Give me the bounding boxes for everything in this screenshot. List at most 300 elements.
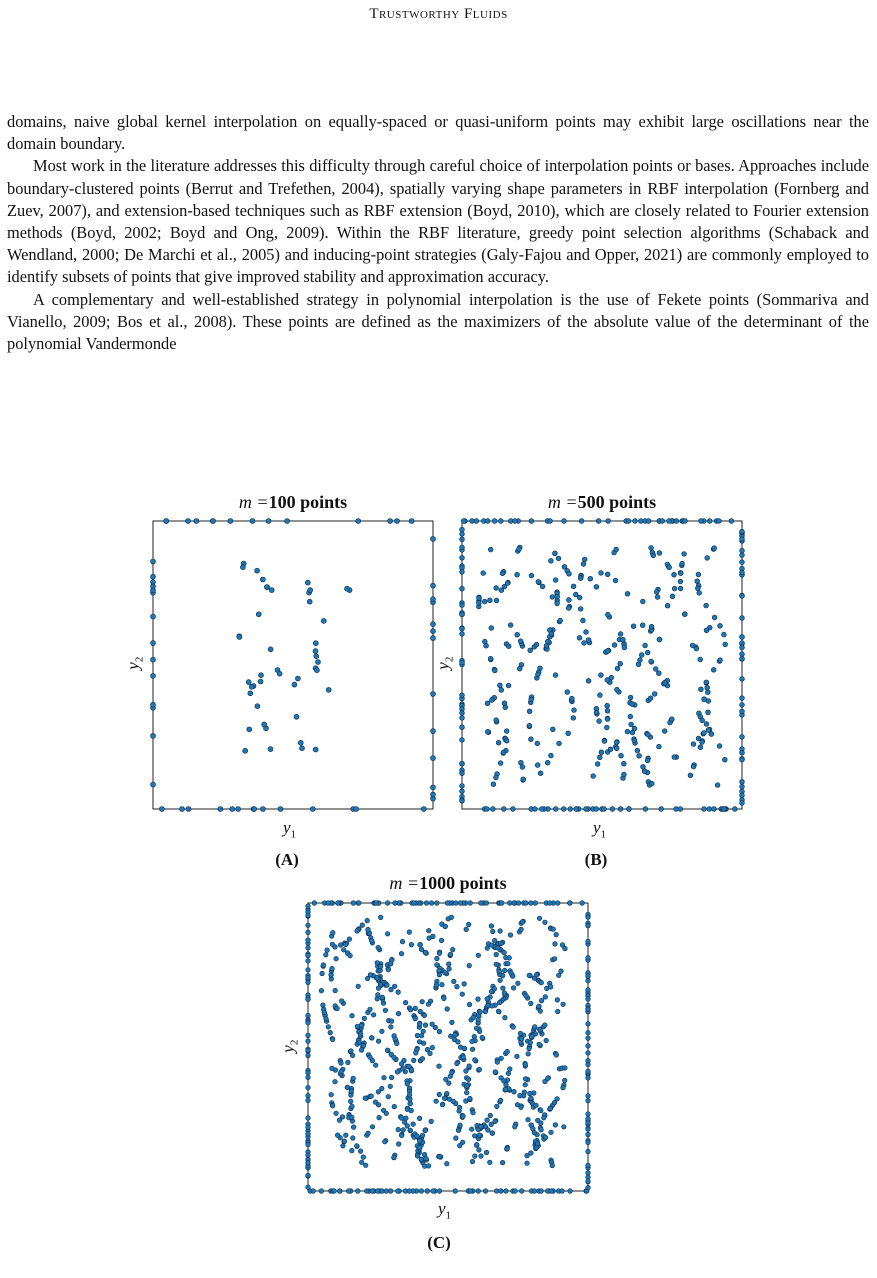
scatter-point <box>328 1030 333 1035</box>
scatter-point <box>385 901 390 906</box>
scatter-point <box>473 1154 478 1159</box>
scatter-point <box>529 697 534 702</box>
scatter-point <box>525 1161 530 1166</box>
scatter-point <box>513 1189 518 1194</box>
scatter-point <box>431 785 436 790</box>
scatter-point <box>740 709 745 714</box>
scatter-point <box>465 1084 470 1089</box>
scatter-point <box>655 595 660 600</box>
scatter-point <box>358 1149 363 1154</box>
scatter-point <box>511 1025 516 1030</box>
scatter-point <box>526 1052 531 1057</box>
scatter-point <box>345 1085 350 1090</box>
scatter-point <box>164 519 169 524</box>
scatter-point <box>498 761 503 766</box>
scatter-point <box>578 607 583 612</box>
scatter-point <box>474 1142 479 1147</box>
scatter-point <box>597 755 602 760</box>
scatter-point <box>348 953 353 958</box>
scatter-point <box>506 683 511 688</box>
scatter-point <box>444 1077 449 1082</box>
scatter-point <box>485 1003 490 1008</box>
scatter-point <box>588 576 593 581</box>
scatter-point <box>537 916 542 921</box>
scatter-point <box>375 1189 380 1194</box>
scatter-point <box>306 923 311 928</box>
scatter-point <box>266 519 271 524</box>
scatter-point <box>549 753 554 758</box>
scatter-point <box>543 1023 548 1028</box>
scatter-point <box>460 532 465 537</box>
scatter-point <box>538 666 543 671</box>
scatter-point <box>672 572 677 577</box>
scatter-point <box>680 561 685 566</box>
scatter-point <box>563 1066 568 1071</box>
scatter-point <box>499 1076 504 1081</box>
scatter-point <box>361 1043 366 1048</box>
scatter-point <box>553 673 558 678</box>
scatter-point <box>495 1104 500 1109</box>
scatter-point <box>586 923 591 928</box>
scatter-point <box>591 774 596 779</box>
scatter-point <box>356 519 361 524</box>
scatter-point <box>482 599 487 604</box>
scatter-point <box>460 716 465 721</box>
scatter-point <box>368 973 373 978</box>
scatter-point <box>615 666 620 671</box>
scatter-point <box>740 616 745 621</box>
scatter-point <box>380 1086 385 1091</box>
scatter-point <box>740 784 745 789</box>
scatter-point <box>435 963 440 968</box>
scatter-point <box>542 1116 547 1121</box>
scatter-point <box>306 1085 311 1090</box>
scatter-point <box>622 645 627 650</box>
scatter-point <box>586 1098 591 1103</box>
scatter-point <box>489 1122 494 1127</box>
scatter-point <box>484 901 489 906</box>
scatter-point <box>510 974 515 979</box>
scatter-point <box>504 738 509 743</box>
scatter-point <box>548 519 553 524</box>
panel-b-plot <box>462 521 742 809</box>
scatter-point <box>392 1104 397 1109</box>
scatter-point <box>460 711 465 716</box>
scatter-point <box>306 1020 311 1025</box>
scatter-point <box>419 947 424 952</box>
scatter-point <box>548 1106 553 1111</box>
scatter-point <box>567 598 572 603</box>
scatter-point <box>445 1007 450 1012</box>
scatter-point <box>399 1133 404 1138</box>
scatter-point <box>361 1155 366 1160</box>
scatter-point <box>500 571 505 576</box>
scatter-point <box>555 1009 560 1014</box>
scatter-point <box>492 668 497 673</box>
scatter-point <box>313 641 318 646</box>
scatter-point <box>326 1025 331 1030</box>
scatter-point <box>431 536 436 541</box>
scatter-point <box>497 969 502 974</box>
scatter-point <box>435 956 440 961</box>
scatter-point <box>431 729 436 734</box>
scatter-point <box>613 578 618 583</box>
scatter-point <box>656 671 661 676</box>
scatter-point <box>595 762 600 767</box>
scatter-point <box>628 695 633 700</box>
scatter-point <box>393 901 398 906</box>
scatter-point <box>740 537 745 542</box>
scatter-point <box>740 703 745 708</box>
scatter-point <box>151 673 156 678</box>
scatter-point <box>506 961 511 966</box>
scatter-point <box>292 682 297 687</box>
scatter-point <box>431 622 436 627</box>
scatter-point <box>414 1051 419 1056</box>
scatter-point <box>306 997 311 1002</box>
scatter-point <box>336 901 341 906</box>
scatter-point <box>494 718 499 723</box>
scatter-point <box>325 948 330 953</box>
scatter-point <box>503 1015 508 1020</box>
scatter-point <box>517 666 522 671</box>
scatter-point <box>456 1040 461 1045</box>
plot-frame <box>153 521 433 809</box>
scatter-point <box>531 1127 536 1132</box>
scatter-point <box>431 636 436 641</box>
scatter-point <box>502 991 507 996</box>
scatter-point <box>331 930 336 935</box>
scatter-point <box>498 929 503 934</box>
scatter-point <box>581 562 586 567</box>
scatter-point <box>640 599 645 604</box>
scatter-point <box>399 1062 404 1067</box>
scatter-point <box>533 1025 538 1030</box>
scatter-point <box>535 763 540 768</box>
scatter-point <box>388 1189 393 1194</box>
scatter-point <box>260 807 265 812</box>
scatter-point <box>513 519 518 524</box>
scatter-point <box>418 942 423 947</box>
scatter-point <box>368 1007 373 1012</box>
scatter-point <box>440 1102 445 1107</box>
scatter-point <box>464 1099 469 1104</box>
scatter-point <box>702 807 707 812</box>
scatter-point <box>740 757 745 762</box>
scatter-point <box>392 984 397 989</box>
scatter-point <box>313 747 318 752</box>
scatter-point <box>527 723 532 728</box>
scatter-point <box>502 968 507 973</box>
scatter-point <box>740 645 745 650</box>
scatter-point <box>376 993 381 998</box>
scatter-point <box>151 588 156 593</box>
panel-b-xlabel: $y_1$ <box>593 818 607 841</box>
scatter-point <box>491 807 496 812</box>
scatter-point <box>460 660 465 665</box>
scatter-point <box>586 1149 591 1154</box>
scatter-point <box>319 988 324 993</box>
scatter-point <box>488 1160 493 1165</box>
scatter-point <box>417 1116 422 1121</box>
scatter-point <box>349 1089 354 1094</box>
scatter-point <box>370 1189 375 1194</box>
scatter-point <box>678 807 683 812</box>
scatter-point <box>562 519 567 524</box>
scatter-point <box>550 1163 555 1168</box>
scatter-point <box>306 1053 311 1058</box>
scatter-point <box>517 547 522 552</box>
scatter-point <box>490 1004 495 1009</box>
scatter-point <box>314 668 319 673</box>
scatter-point <box>740 635 745 640</box>
scatter-point <box>306 946 311 951</box>
body-text <box>7 111 869 355</box>
scatter-point <box>339 999 344 1004</box>
panel-a-ylabel: $y_2$ <box>123 656 146 670</box>
scatter-point <box>326 901 331 906</box>
scatter-point <box>306 1039 311 1044</box>
scatter-point <box>586 1140 591 1145</box>
scatter-point <box>602 739 607 744</box>
scatter-point <box>649 781 654 786</box>
scatter-point <box>536 672 541 677</box>
scatter-point <box>430 1022 435 1027</box>
scatter-point <box>508 1067 513 1072</box>
scatter-point <box>605 717 610 722</box>
scatter-point <box>431 756 436 761</box>
scatter-point <box>466 1077 471 1082</box>
scatter-point <box>378 915 383 920</box>
scatter-point <box>513 1125 518 1130</box>
scatter-point <box>553 551 558 556</box>
scatter-point <box>586 997 591 1002</box>
scatter-point <box>489 924 494 929</box>
scatter-point <box>408 1097 413 1102</box>
scatter-point <box>496 1009 501 1014</box>
scatter-point <box>539 1189 544 1194</box>
scatter-point <box>435 901 440 906</box>
scatter-point <box>453 1033 458 1038</box>
scatter-point <box>740 529 745 534</box>
scatter-point <box>501 986 506 991</box>
scatter-point <box>330 1037 335 1042</box>
scatter-point <box>314 654 319 659</box>
scatter-point <box>454 901 459 906</box>
scatter-point <box>523 1062 528 1067</box>
scatter-point <box>573 592 578 597</box>
panel-c-label: (C) <box>427 1233 451 1252</box>
scatter-point <box>350 1104 355 1109</box>
scatter-point <box>415 1033 420 1038</box>
scatter-point <box>316 660 321 665</box>
scatter-point <box>246 680 251 685</box>
scatter-point <box>453 1189 458 1194</box>
scatter-point <box>365 918 370 923</box>
scatter-point <box>740 652 745 657</box>
scatter-point <box>401 1128 406 1133</box>
scatter-point <box>705 690 710 695</box>
scatter-point <box>460 798 465 803</box>
scatter-point <box>307 599 312 604</box>
scatter-point <box>561 1085 566 1090</box>
scatter-point <box>529 1096 534 1101</box>
scatter-point <box>496 740 501 745</box>
scatter-point <box>392 1155 397 1160</box>
scatter-point <box>431 583 436 588</box>
scatter-point <box>489 698 494 703</box>
scatter-point <box>454 1136 459 1141</box>
scatter-point <box>523 1082 528 1087</box>
scatter-point <box>300 746 305 751</box>
scatter-point <box>637 753 642 758</box>
scatter-point <box>516 901 521 906</box>
scatter-point <box>643 807 648 812</box>
panel-c-plot <box>308 903 588 1191</box>
scatter-point <box>586 915 591 920</box>
scatter-point <box>586 1036 591 1041</box>
scatter-point <box>566 606 571 611</box>
scatter-point <box>388 1084 393 1089</box>
panel-c-title: m =1000 points <box>389 873 507 893</box>
scatter-point <box>491 782 496 787</box>
scatter-point <box>458 901 463 906</box>
scatter-point <box>740 656 745 661</box>
scatter-point <box>594 584 599 589</box>
scatter-point <box>642 769 647 774</box>
scatter-point <box>329 973 334 978</box>
scatter-point <box>356 1189 361 1194</box>
paragraph-2: Most work in the literature addresses this difficulty through careful choice of interpolation points or bases. Approaches include boundary-clustered points (Berrut and Trefethen, 2004), spatially varying shape parameters in RBF interpolation (Fornberg and Zuev, 2007), and extension-based techniques such as RBF extension (Boyd, 2010), which are closely related to Fourier extension methods (Boyd, 2002; Boyd and Ong, 2009). Within the RBF literature, greedy point selection algorithms (Schaback and Wendland, 2000; De Marchi et al., 2005) and inducing-point strategies (Galy-Fajou and Opper, 2021) are commonly employed to identify subsets of points that give improved stability and approximation accuracy. <box>7 156 869 287</box>
scatter-point <box>704 680 709 685</box>
scatter-point <box>586 1116 591 1121</box>
scatter-point <box>678 586 683 591</box>
scatter-point <box>159 807 164 812</box>
scatter-point <box>335 1133 340 1138</box>
scatter-point <box>599 750 604 755</box>
scatter-point <box>485 807 490 812</box>
scatter-point <box>460 992 465 997</box>
scatter-point <box>704 603 709 608</box>
scatter-point <box>500 1160 505 1165</box>
scatter-point <box>151 574 156 579</box>
scatter-point <box>319 1189 324 1194</box>
scatter-point <box>605 612 610 617</box>
scatter-point <box>629 722 634 727</box>
scatter-point <box>255 704 260 709</box>
scatter-point <box>688 773 693 778</box>
scatter-point <box>709 732 714 737</box>
scatter-point <box>443 970 448 975</box>
scatter-point <box>389 987 394 992</box>
scatter-point <box>392 1055 397 1060</box>
scatter-point <box>324 953 329 958</box>
scatter-point <box>586 1171 591 1176</box>
scatter-point <box>740 677 745 682</box>
scatter-point <box>393 1037 398 1042</box>
scatter-point <box>460 1140 465 1145</box>
scatter-point <box>543 920 548 925</box>
scatter-point <box>534 972 539 977</box>
scatter-point <box>494 1189 499 1194</box>
scatter-point <box>382 1075 387 1080</box>
scatter-point <box>505 1147 510 1152</box>
scatter-point <box>602 807 607 812</box>
scatter-point <box>180 807 185 812</box>
scatter-point <box>535 741 540 746</box>
scatter-point <box>493 1070 498 1075</box>
scatter-point <box>151 782 156 787</box>
scatter-point <box>446 962 451 967</box>
scatter-point <box>211 519 216 524</box>
scatter-point <box>518 1093 523 1098</box>
scatter-point <box>511 807 516 812</box>
scatter-point <box>476 1017 481 1022</box>
scatter-point <box>501 750 506 755</box>
scatter-point <box>697 591 702 596</box>
scatter-point <box>333 1079 338 1084</box>
scatter-point <box>494 586 499 591</box>
scatter-point <box>417 1022 422 1027</box>
scatter-point <box>464 1069 469 1074</box>
scatter-point <box>306 1093 311 1098</box>
scatter-point <box>258 679 263 684</box>
scatter-point <box>533 901 538 906</box>
scatter-point <box>455 1061 460 1066</box>
scatter-point <box>699 519 704 524</box>
scatter-point <box>186 807 191 812</box>
scatter-point <box>447 967 452 972</box>
scatter-point <box>615 687 620 692</box>
scatter-point <box>561 807 566 812</box>
scatter-point <box>439 938 444 943</box>
scatter-point <box>711 667 716 672</box>
scatter-point <box>339 1069 344 1074</box>
scatter-point <box>543 1135 548 1140</box>
scatter-point <box>471 1015 476 1020</box>
scatter-point <box>667 565 672 570</box>
scatter-point <box>626 519 631 524</box>
scatter-point <box>384 1111 389 1116</box>
scatter-point <box>550 727 555 732</box>
scatter-point <box>426 1002 431 1007</box>
scatter-point <box>356 984 361 989</box>
scatter-point <box>702 731 707 736</box>
scatter-point <box>306 930 311 935</box>
scatter-point <box>396 1011 401 1016</box>
scatter-point <box>386 1094 391 1099</box>
scatter-point <box>533 807 538 812</box>
scatter-point <box>538 1009 543 1014</box>
plot-frame <box>462 521 742 809</box>
scatter-point <box>499 941 504 946</box>
scatter-point <box>306 1161 311 1166</box>
scatter-point <box>712 546 717 551</box>
scatter-point <box>586 939 591 944</box>
scatter-point <box>707 807 712 812</box>
scatter-point <box>440 982 445 987</box>
scatter-point <box>672 755 677 760</box>
scatter-point <box>501 807 506 812</box>
scatter-point <box>151 614 156 619</box>
scatter-point <box>311 1189 316 1194</box>
scatter-point <box>460 527 465 532</box>
scatter-point <box>565 690 570 695</box>
scatter-point <box>464 1090 469 1095</box>
scatter-point <box>383 1008 388 1013</box>
scatter-point <box>450 947 455 952</box>
scatter-point <box>218 807 223 812</box>
